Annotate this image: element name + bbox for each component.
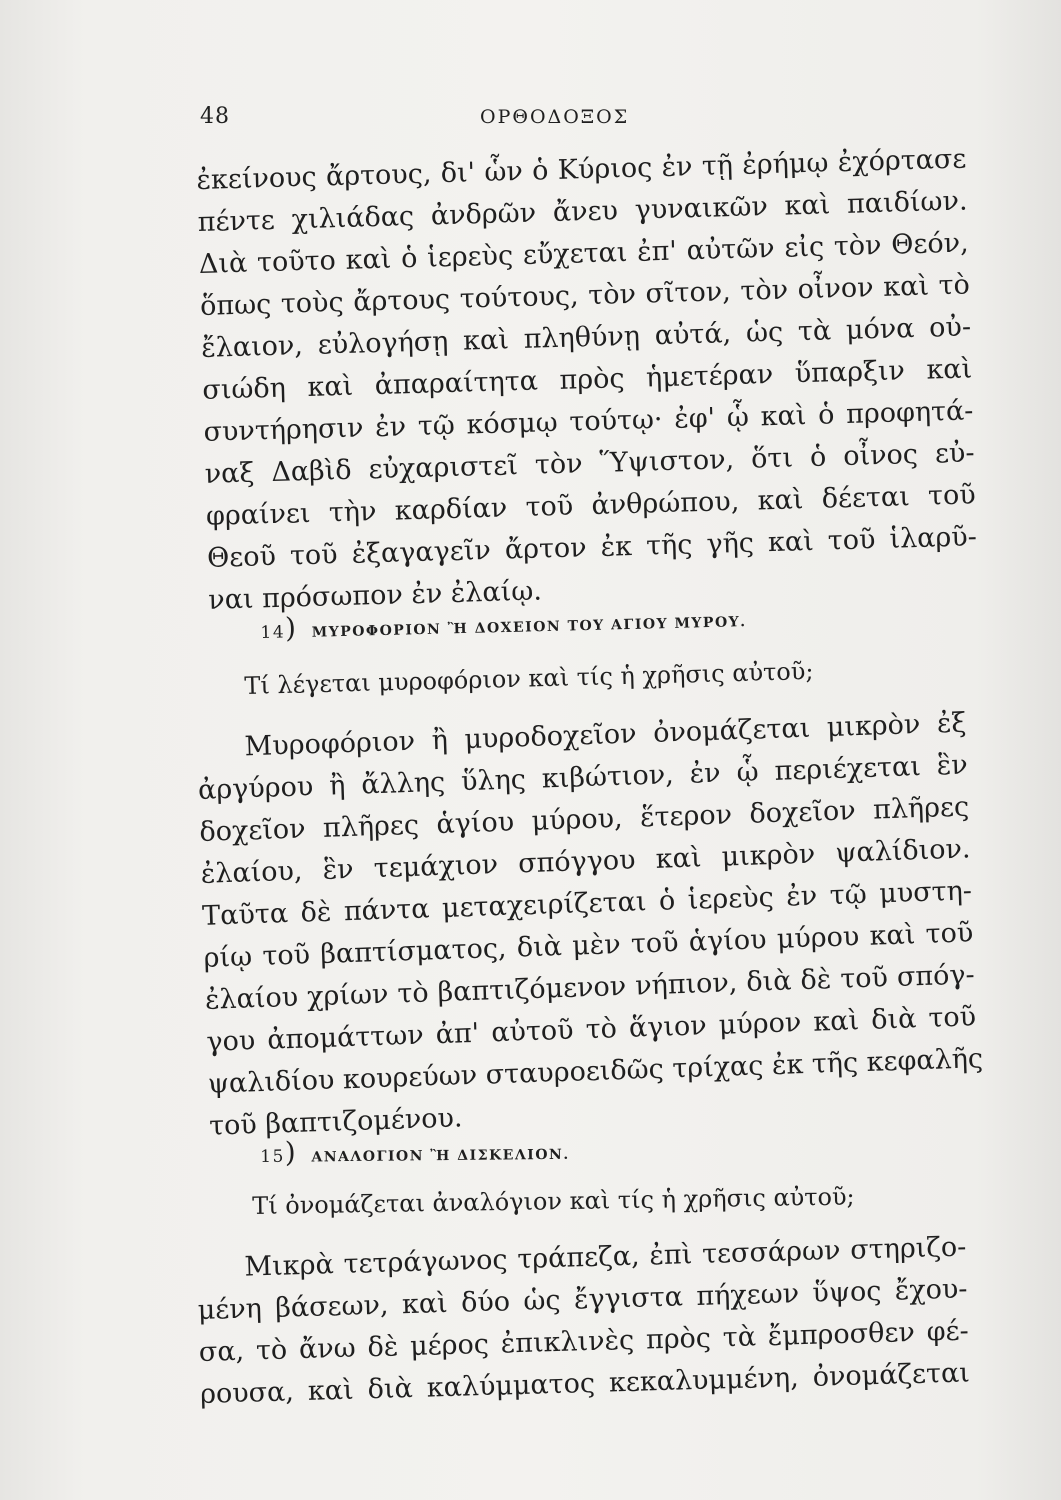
text-line: Μυροφόριον ἢ μυροδοχεῖον ὀνομάζεται μικρὸν ἐξ — [244, 707, 967, 763]
text-line: τοῦ βαπτιζομένου. — [208, 1102, 463, 1142]
section-title: ΑΝΑΛΟΓΙΟΝ Ἢ ΔΙΣΚΕΛΙΟΝ. — [311, 1146, 570, 1166]
text-line: δοχεῖον πλῆρες ἁγίου μύρου, ἕτερον δοχεῖον πλῆρες — [198, 791, 970, 848]
text-line: ναξ Δαβὶδ εὐχαριστεῖ τὸν Ὕψιστον, ὅτι ὁ οἶνος εὐ- — [204, 437, 975, 490]
page-header — [0, 100, 1061, 140]
section-number: 14 — [260, 622, 286, 643]
text-line: Διὰ τοῦτο καὶ ὁ ἱερεὺς εὔχεται ἐπ' αὐτῶν εἰς τὸν Θεόν, — [198, 227, 970, 280]
section-14-paragraph — [196, 702, 984, 1147]
section-title: ΜΥΡΟΦΟΡΙΟΝ Ἢ ΔΟΧΕΙΟΝ ΤΟΥ ΑΓΙΟΥ ΜΥΡΟΥ. — [311, 614, 747, 641]
running-title: ΟΡΘΟΔΟΞΟΣ — [480, 106, 630, 128]
text-line: μένη βάσεων, καὶ δύο ὡς ἔγγιστα πήχεων ὕψος ἔχου- — [197, 1273, 968, 1326]
text-line: πέντε χιλιάδας ἀνδρῶν ἄνευ γυναικῶν καὶ παιδίων. — [197, 185, 968, 238]
text-line: σα, τὸ ἄνω δὲ μέρος ἐπικλινὲς πρὸς τὰ ἔμπροσθεν φέ- — [198, 1315, 970, 1368]
text-line: ἐλαίου, ἓν τεμάχιον σπόγγου καὶ μικρὸν ψαλίδιον. — [200, 833, 971, 890]
text-line: ὅπως τοὺς ἄρτους τούτους, τὸν σῖτον, τὸν οἶνον καὶ τὸ — [199, 269, 971, 322]
section-15-heading: 15) ΑΝΑΛΟΓΙΟΝ Ἢ ΔΙΣΚΕΛΙΟΝ. — [260, 1135, 570, 1169]
section-14-heading: 14) ΜΥΡΟΦΟΡΙΟΝ Ἢ ΔΟΧΕΙΟΝ ΤΟΥ ΑΓΙΟΥ ΜΥΡΟΥ. — [260, 611, 747, 645]
text-line: ρουσα, καὶ διὰ καλύμματος κεκαλυμμένη, ὀνομάζεται — [199, 1357, 971, 1410]
page-number: 48 — [200, 104, 230, 129]
text-line: ἔλαιον, εὐλογήσῃ καὶ πληθύνῃ αὐτά, ὡς τὰ μόνα οὐ- — [200, 311, 972, 364]
text-line: φραίνει τὴν καρδίαν τοῦ ἀνθρώπου, καὶ δέεται τοῦ — [205, 479, 977, 532]
text-line: συντήρησιν ἐν τῷ κόσμῳ τούτῳ· ἐφ' ᾧ καὶ ὁ προφητά- — [203, 395, 974, 448]
text-line: γου ἀπομάττων ἀπ' αὐτοῦ τὸ ἅγιον μύρον καὶ διὰ τοῦ — [205, 1001, 977, 1058]
text-line: ἐκείνους ἄρτους, δι' ὧν ὁ Κύριος ἐν τῇ ἐρήμῳ ἐχόρτασε — [196, 143, 967, 196]
text-line: σιώδη καὶ ἀπαραίτητα πρὸς ἡμετέραν ὕπαρξιν καὶ — [202, 353, 973, 406]
section-15-paragraph — [196, 1227, 970, 1416]
text-line: Ταῦτα δὲ πάντα μεταχειρίζεται ὁ ἱερεὺς ἐν τῷ μυστη- — [201, 875, 973, 932]
text-line: ἀργύρου ἢ ἄλλης ὕλης κιβώτιον, ἐν ᾧ περιέχεται ἓν — [197, 749, 969, 806]
text-line: Μικρὰ τετράγωνος τράπεζα, ἐπὶ τεσσάρων στηριζο- — [244, 1231, 967, 1283]
text-line: Θεοῦ τοῦ ἐξαγαγεῖν ἄρτον ἐκ τῆς γῆς καὶ τοῦ ἱλαρῦ- — [206, 521, 978, 574]
section-number: 15 — [260, 1146, 285, 1167]
section-15-question: Τί ὀνομάζεται ἀναλόγιον καὶ τίς ἡ χρῆσις αὐτοῦ; — [252, 1182, 855, 1220]
paragraph-continuation — [196, 139, 979, 622]
text-line: ναι πρόσωπον ἐν ἐλαίῳ. — [207, 575, 543, 616]
text-line: ἐλαίου χρίων τὸ βαπτιζόμενον νήπιον, διὰ δὲ τοῦ σπόγ- — [204, 959, 976, 1016]
text-line: ψαλιδίου κουρεύων σταυροειδῶς τρίχας ἐκ τῆς κεφαλῆς — [207, 1043, 984, 1100]
text-line: ρίῳ τοῦ βαπτίσματος, διὰ μὲν τοῦ ἁγίου μύρου καὶ τοῦ — [203, 917, 974, 974]
section-14-question: Τί λέγεται μυροφόριον καὶ τίς ἡ χρῆσις αὐτοῦ; — [244, 657, 814, 700]
